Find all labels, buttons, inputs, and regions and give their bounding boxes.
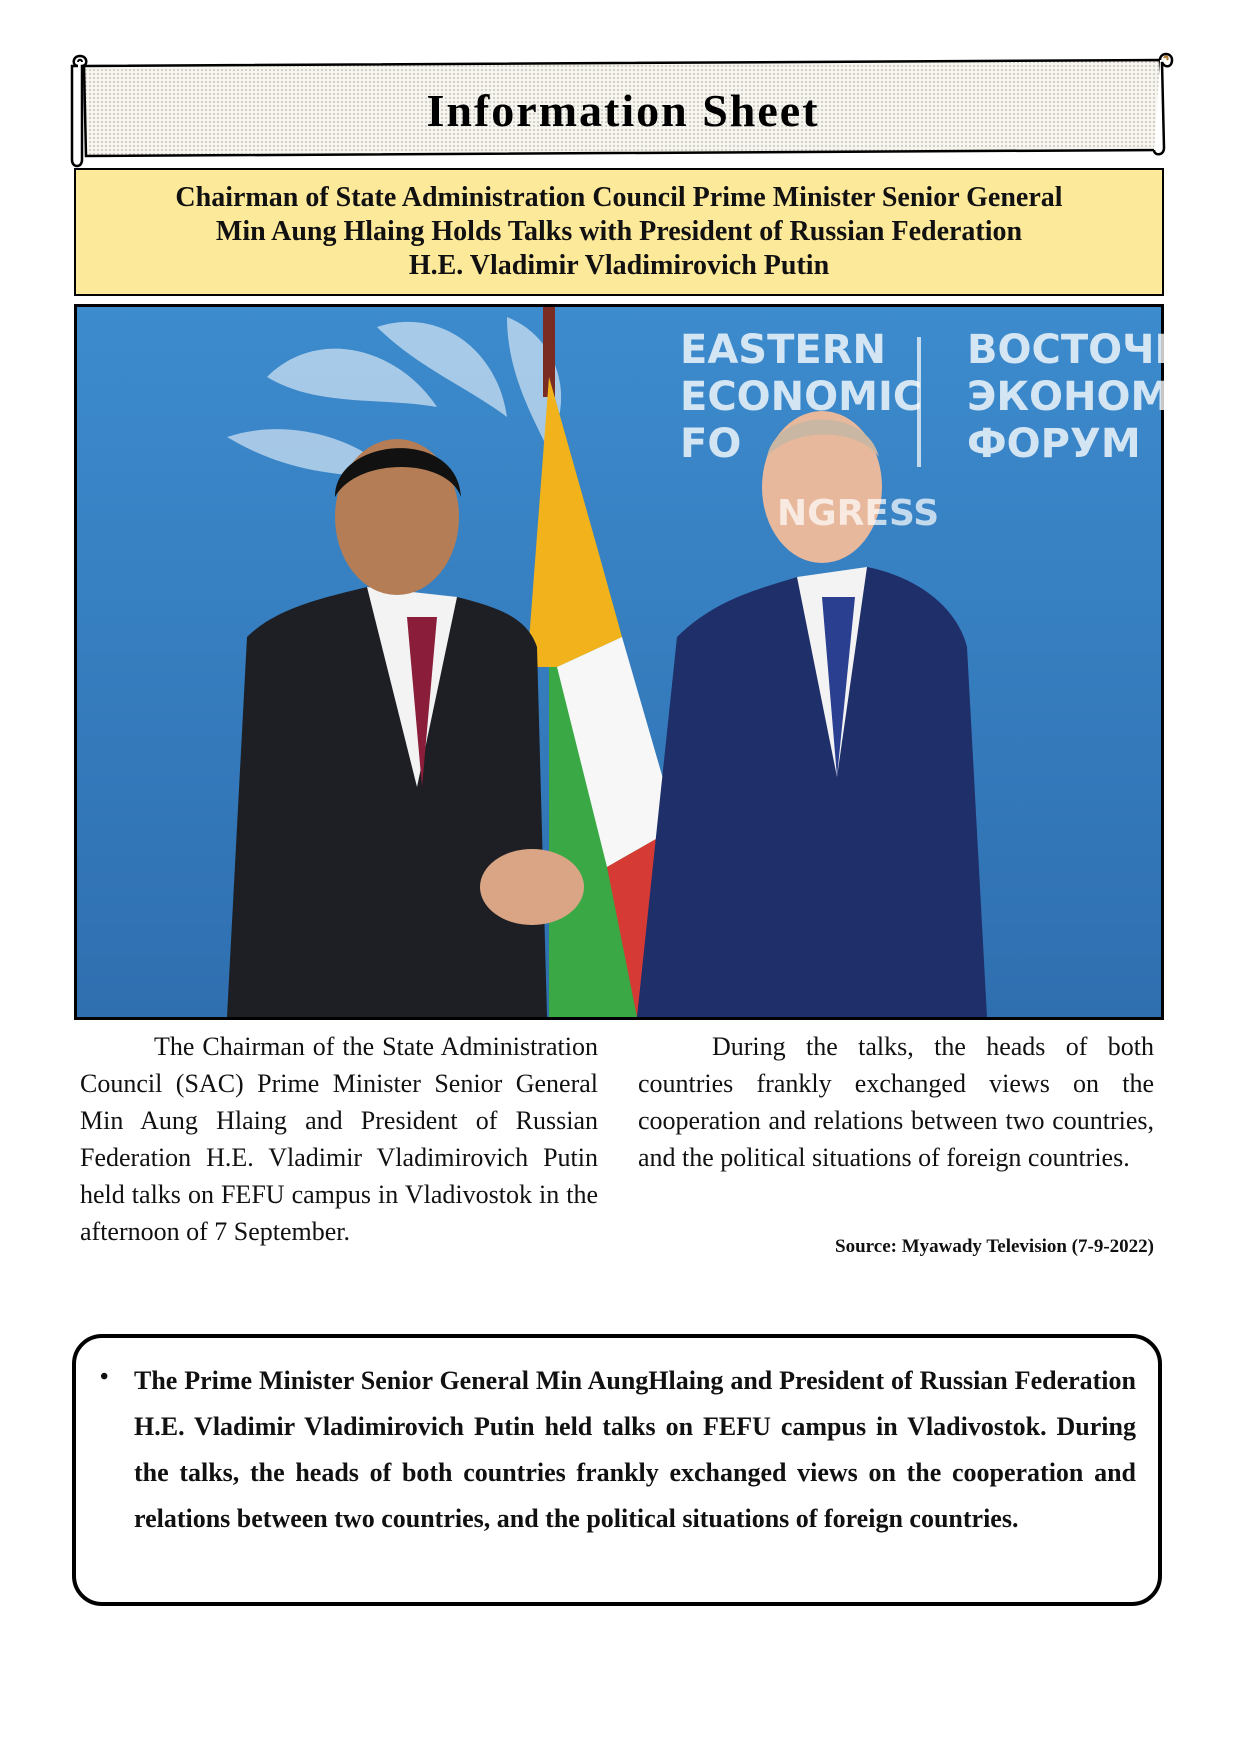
bullet-icon: •	[100, 1364, 109, 1390]
backdrop-en-line-3: FO	[680, 421, 742, 467]
meeting-photo	[74, 304, 1204, 1020]
page-title: Information Sheet	[426, 84, 820, 136]
backdrop-text-english	[680, 327, 922, 468]
source-credit: Source: Myawady Television (7-9-2022)	[835, 1236, 1154, 1257]
headline-line-2: Min Aung Hlaing Holds Talks with President of Russian Federation	[215, 216, 1023, 247]
article-right-column	[638, 1028, 1154, 1176]
article-left-column	[80, 1028, 598, 1250]
backdrop-ru-line-1: ВОСТОЧН	[967, 327, 1188, 373]
headline-box	[74, 168, 1164, 296]
headline-line-1: Chairman of State Administration Council Prime Minister Senior General	[175, 182, 1063, 213]
article-left-paragraph: The Chairman of the State Administration Council (SAC) Prime Minister Senior General Min Aung Hlaing and President of Russian Federation H.E. Vladimir Vladimirovich Putin held talks on FEFU campus in Vladivostok in the afternoon of 7 September.	[80, 1032, 598, 1246]
backdrop-en-line-2: ECONOMIC	[680, 374, 923, 420]
article-right-paragraph: During the talks, the heads of both countries frankly exchanged views on the cooperation and relations between two countries, and the political situations of foreign countries.	[638, 1032, 1154, 1172]
backdrop-ru-line-3: ФОРУМ	[967, 421, 1141, 467]
title-banner	[72, 52, 1174, 168]
backdrop-congress-text: NGRESS	[777, 493, 940, 534]
backdrop-ru-line-2: ЭКОНОМИ	[967, 374, 1204, 420]
headline-line-3: H.E. Vladimir Vladimirovich Putin	[408, 250, 830, 281]
backdrop-en-line-1: EASTERN	[680, 327, 886, 373]
summary-text: The Prime Minister Senior General Min AungHlaing and President of Russian Federation H.E. Vladimir Vladimirovich Putin held talks on FEFU campus in Vladivostok. During the talks, the heads of both countries frankly exchanged views on the cooperation and relations between two countries, and the political situations of foreign countries.	[134, 1366, 1136, 1533]
backdrop-text-russian	[967, 327, 1204, 468]
summary-box	[72, 1334, 1162, 1606]
